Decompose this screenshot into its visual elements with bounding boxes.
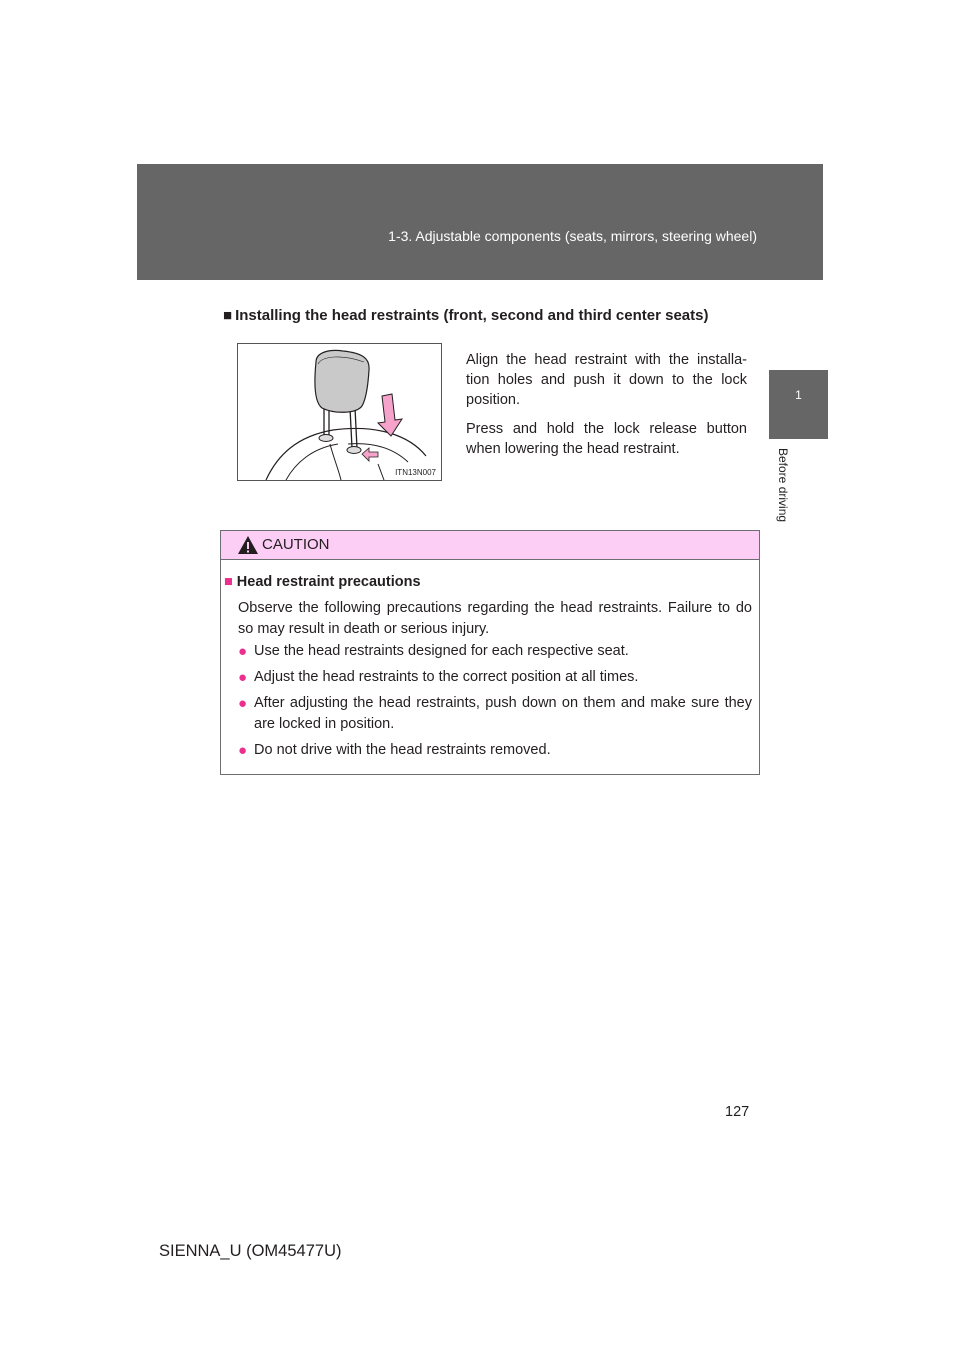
figure-code: ITN13N007 <box>395 468 436 477</box>
section-heading-text: Installing the head restraints (front, second and third center seats) <box>235 307 709 324</box>
precautions-list <box>238 641 752 766</box>
precautions-heading <box>224 574 421 590</box>
precautions-heading-text: Head restraint precautions <box>236 574 421 590</box>
chapter-header-band <box>137 164 823 280</box>
section-heading <box>223 307 709 324</box>
head-restraint-figure <box>237 343 442 481</box>
chapter-tab <box>769 370 828 439</box>
circle-bullet-icon: ● <box>238 742 248 759</box>
list-item-text: After adjusting the head restraints, push down on them and make sure they are locked in position. <box>254 695 752 732</box>
circle-bullet-icon: ● <box>238 643 248 660</box>
caution-title: CAUTION <box>262 536 330 553</box>
list-item-text: Use the head restraints designed for each respective seat. <box>254 643 629 659</box>
caution-box <box>220 530 760 775</box>
chapter-title: 1-3. Adjustable components (seats, mirrors, steering wheel) <box>388 228 757 244</box>
head-restraint-install-illustration-icon <box>238 344 441 480</box>
list-item <box>238 693 752 735</box>
document-id: SIENNA_U (OM45477U) <box>159 1242 342 1260</box>
list-item-text: Do not drive with the head restraints removed. <box>254 742 551 758</box>
caution-header <box>221 531 759 560</box>
square-bullet-icon: ■ <box>223 307 233 324</box>
chapter-tab-number: 1 <box>795 388 802 402</box>
page-number: 127 <box>725 1104 750 1120</box>
precautions-intro: Observe the following precautions regarding the head restraints. Failure to do so may result in death or serious injury. <box>238 600 752 637</box>
circle-bullet-icon: ● <box>238 695 248 712</box>
list-item <box>238 667 752 688</box>
instruction-paragraph: Press and hold the lock release button when lowering the head restraint. <box>466 421 747 457</box>
square-bullet-icon: ■ <box>224 574 233 590</box>
warning-triangle-icon <box>237 535 259 555</box>
list-item <box>238 740 752 761</box>
list-item <box>238 641 752 662</box>
chapter-tab-label: Before driving <box>776 448 790 523</box>
circle-bullet-icon: ● <box>238 669 248 686</box>
instructions <box>466 350 747 468</box>
list-item-text: Adjust the head restraints to the correct position at all times. <box>254 669 639 685</box>
instruction-paragraph: Align the head restraint with the installa- tion holes and push it down to the lock position. <box>466 352 747 408</box>
